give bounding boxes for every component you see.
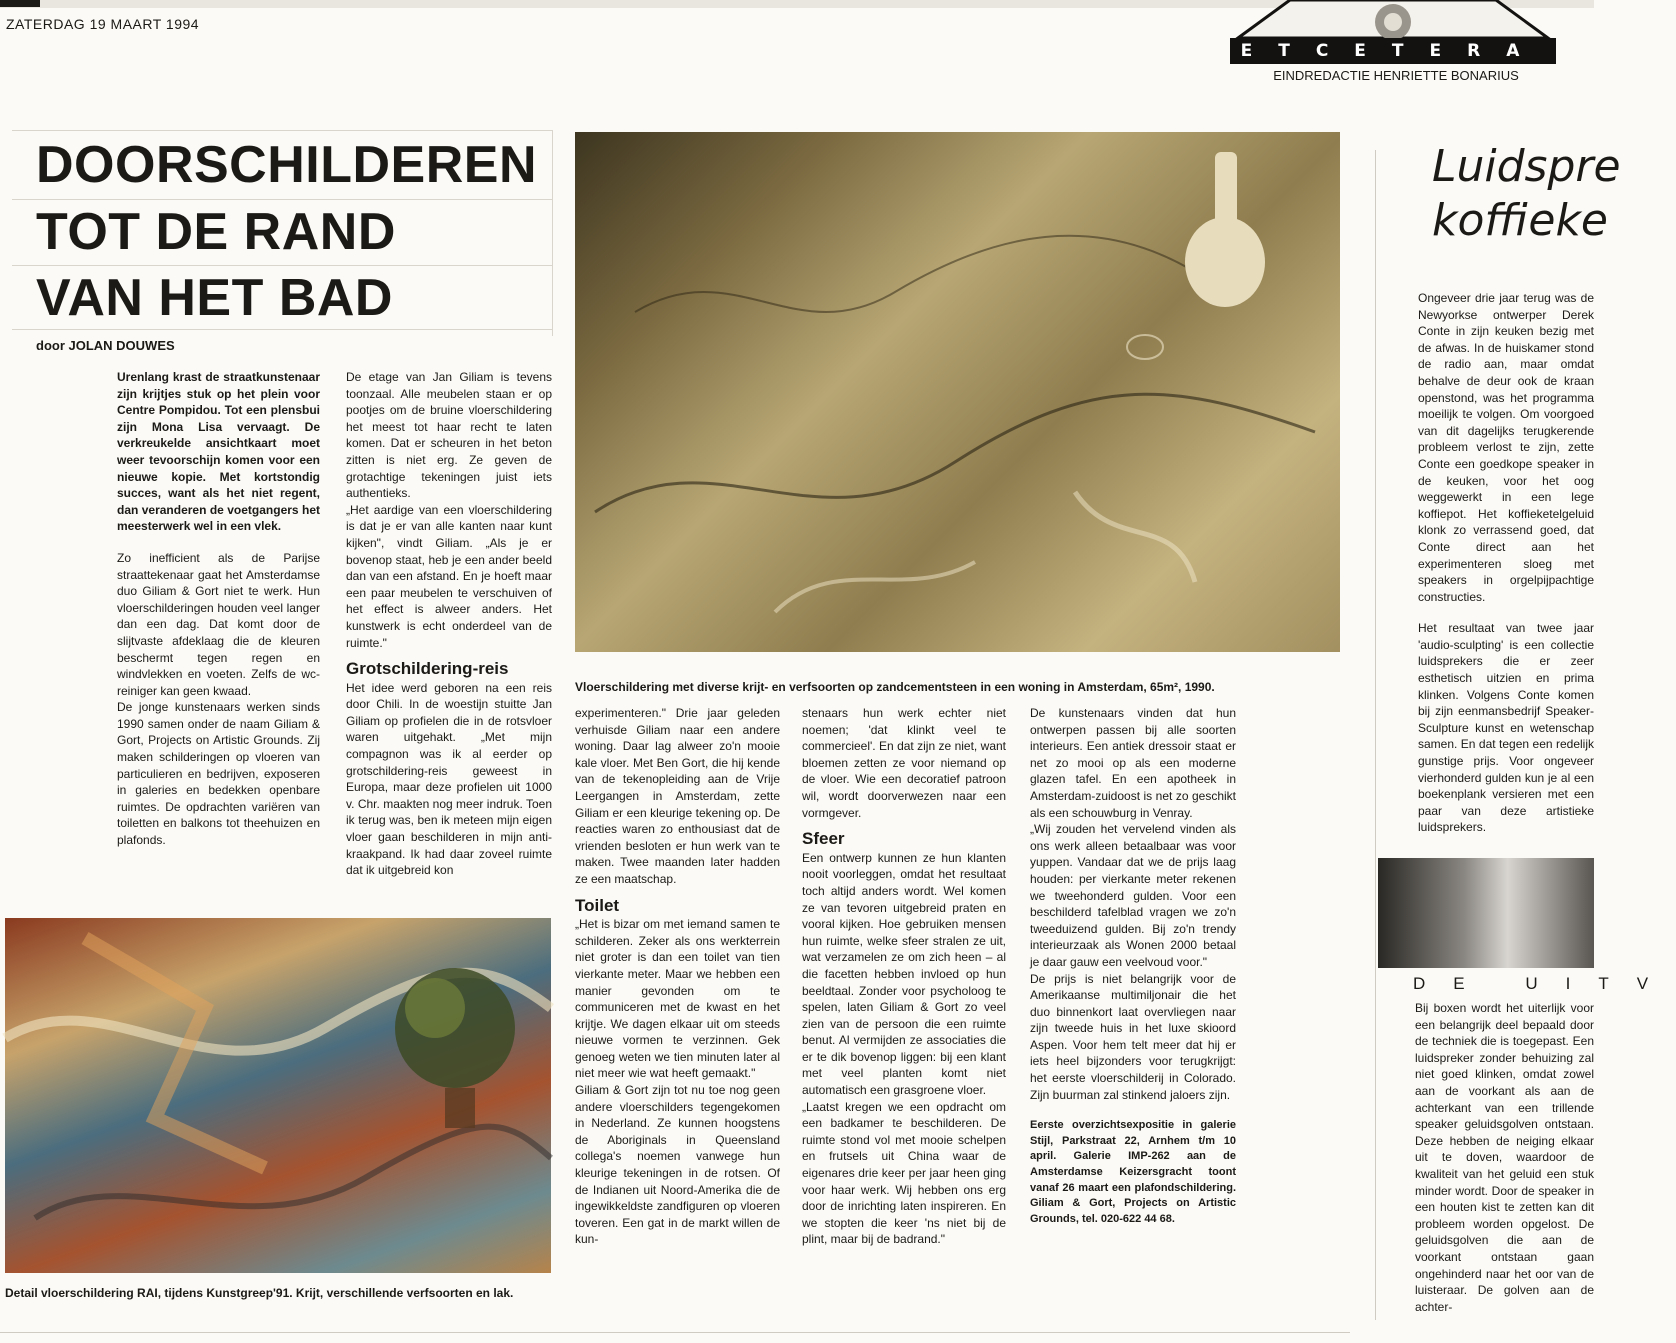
dateline: ZATERDAG 19 MAART 1994: [6, 16, 200, 32]
article-column-3: [575, 705, 780, 1248]
exhibition-info: Eerste overzichtsexpositie in galerie Stijl, Parkstraat 22, Arnhem t/m 10 april. Galerie IMP-262 aan de Amsterdamse Keizersgracht toont vanaf 26 maart een plafondschildering. Giliam & Gort, Projects on Artistic Grounds, tel. 020-622 44 68.: [1030, 1119, 1236, 1225]
body-paragraph: stenaars hun werk echter niet noemen; 'dat klinkt veel te commercieel'. En dat zijn ze niet, want bloemen zetten ze voor niemand op de vloer. Wie een decoratief patroon wil, wordt doorverwezen naar een vormgever.: [802, 706, 1006, 820]
subheading: Sfeer: [802, 829, 845, 849]
body-paragraph: Bij boxen wordt het uiterlijk voor een belangrijk deel bepaald door de techniek die is toegepast. Een luidspreker zonder behuizing zal niet goed klinken, omdat zowel aan de voorkant als aan de achterkant van een trillende speaker geluidsgolven ontstaan. Deze hebben de neiging elkaar uit te doven, waardoor de kwaliteit van het geluid een stuk minder wordt. Door de speaker in een houten kist te zetten kan dit probleem worden opgelost. De geluidsgolven die aan de voorkant ontstaan gaan ongehinderd naar het oor van de luisteraar. De golven aan de achter-: [1415, 1001, 1594, 1314]
headline-line-2: TOT DE RAND: [36, 203, 396, 261]
side-article-title: [1432, 140, 1621, 248]
floor-detail-photo: [5, 918, 551, 1273]
headline-rule: [12, 265, 552, 266]
floor-painting-photo: [575, 132, 1340, 652]
side-title-line-2: koffieke: [1432, 195, 1608, 246]
subheading: Toilet: [575, 895, 620, 915]
body-paragraph: Het resultaat van twee jaar 'audio-sculpting' is een collectie luidsprekers die er zeer esthetisch uitzien en prima klinken. Volgens Conte komen bij zijn eenmansbedrijf Speaker-Sculpture kunst en wetenschap samen. En dat tegen een redelijk gunstige prijs. Voor ongeveer vierhonderd gulden kun je al een boekenplank versieren met een paar van deze artistieke luidsprekers.: [1418, 621, 1594, 835]
column-divider: [1375, 150, 1376, 1320]
bottom-rule: [0, 1332, 1350, 1333]
speaker-photo: [1378, 858, 1594, 968]
article-column-5: [1030, 705, 1236, 1227]
subheading: Grotschildering-reis: [346, 659, 509, 679]
body-paragraph: „Laatst kregen we een opdracht om een badkamer te beschilderen. De ruimte stond vol met mooie schelpen en frutsels uit China waar de eigenares drie keer per jaar heen ging voor haar werk. Wij hebben ons erg door de inrichting laten inspireren. En we stopten die keer 'ns niet bij de plint, maar bij de badrand.": [802, 1099, 1006, 1247]
body-paragraph: Ongeveer drie jaar terug was de Newyorkse ontwerper Derek Conte in zijn keuken bezig met de afwas. In de huiskamer stond de radio aan, maar omdat behalve de deur ook de kraan openstond, was het programma moeilijk te volgen. Om voorgoed van dit dagelijks terugkerende probleem verlost te zijn, zette Conte een goedkope speaker in de keuken, voor het oog weggewerkt in een lege koffiepot. Het koffieketelgeluid klonk zo verrassend goed, dat Conte direct aan het experimenteren sloeg met speakers in orgelpijpachtige constructies.: [1418, 291, 1594, 604]
side-subheading: DE UITV: [1413, 974, 1676, 993]
article-column-2: [346, 369, 552, 879]
byline: door JOLAN DOUWES: [36, 338, 175, 353]
body-paragraph: Zo inefficient als de Parijse straattekenaar gaat het Amsterdamse duo Giliam & Gort niet te werk. Hun vloerschilderingen houden veel langer dan een dag. Dat komt door de slijtvaste afdeklaag die de kleuren beschermt tegen regen en windvlekken en voeten. Zelfs de wc-reiniger kan geen kwaad.: [117, 550, 320, 698]
side-article-column-2: [1415, 1000, 1594, 1315]
body-paragraph: „Het aardige van een vloerschildering is dat je er van alle kanten naar kunt kijken", vindt Giliam. „Als je er bovenop staat, heb je een ander beeld dan van een afstand. En je hoeft maar een paar meubelen te verschuiven of het effect is alweer anders. Het kunstwerk is echt onderdeel van de ruimte.": [346, 502, 552, 650]
side-title-line-1: Luidspre: [1432, 141, 1621, 192]
headline-rule: [12, 199, 552, 200]
floor-painting-illustration: [575, 132, 1340, 652]
section-banner: ETCETERA: [1230, 38, 1556, 64]
headline-line-3: VAN HET BAD: [36, 269, 393, 327]
headline-box: [12, 130, 553, 336]
body-paragraph: De jonge kunstenaars werken sinds 1990 samen onder de naam Giliam & Gort, Projects on Artistic Grounds. Zij maken schilderingen op vloeren van particulieren en bedrijven, exposeren in galeries en bedekken openbare ruimtes. De opdrachten variëren van toiletten en balkons tot theehuizen en plafonds.: [117, 700, 320, 848]
main-photo-caption: Vloerschildering met diverse krijt- en verfsoorten op zandcementsteen in een woning in Amsterdam, 65m², 1990.: [575, 680, 1215, 694]
body-paragraph: De etage van Jan Giliam is tevens toonzaal. Alle meubelen staan er op pootjes om de bruine vloerschildering het meest tot haar recht te laten komen. Dat er scheuren in het beton zitten is niet erg. Ze geven de grotachtige tekeningen juist iets authentieks.: [346, 370, 552, 501]
body-paragraph: „Wij zouden het vervelend vinden als ons werk alleen betaalbaar was voor yuppen. Vandaar dat we de prijs laag houden: per vierkante meter rekenen we tweehonderd gulden. Voor een beschilderd tafelblad vragen we zo'n tweeduizend gulden. Bij zo'n trendy interieurzaak als Wonen 2000 betaal je daar gauw een veelvoud voor.": [1030, 822, 1236, 969]
editor-credit: EINDREDACTIE HENRIETTE BONARIUS: [1273, 68, 1519, 83]
top-bar-mark: [0, 0, 40, 7]
body-paragraph: experimenteren." Drie jaar geleden verhuisde Giliam naar een andere woning. Daar lag alweer zo'n mooie kale vloer. Met Ben Gort, die hij kende van de tekenopleiding aan de Vrije Leergangen in Amsterdam, zette Giliam er een kleurige tekening op. De reacties waren zo enthousiast dat de vrienden besloten er hun werk van te maken. Twee maanden later hadden ze een maatschap.: [575, 706, 780, 886]
body-paragraph: De kunstenaars vinden dat hun ontwerpen passen bij alle soorten interieurs. Een antiek dressoir staat er net zo mooi op als een moderne glazen tafel. En een apotheek in Amsterdam-zuidoost is net zo geschikt als een schouwburg in Venray.: [1030, 706, 1236, 820]
small-photo-caption: Detail vloerschildering RAI, tijdens Kunstgreep'91. Krijt, verschillende verfsoorten en lak.: [5, 1286, 514, 1300]
side-article-column: [1418, 290, 1594, 836]
article-column-4: [802, 705, 1006, 1248]
body-paragraph: Een ontwerp kunnen ze hun klanten nooit voorleggen, omdat het resultaat toch altijd anders wordt. Wel komen ze van tevoren uitgebreid praten en vooral kijken. Hoe gebruiken mensen hun ruimte, welke sfeer stralen ze uit, wat verzamelen ze om zich heen – al die facetten hebben invloed op hun beeldtaal. Zonder voor psycholoog te spelen, laten Giliam & Gort zo veel zien van de persoon die een ruimte benut. Al vermijden ze associaties die er te dik bovenop liggen: bij een klant met veel planten komt niet automatisch een grasgroene vloer.: [802, 850, 1006, 1098]
lead-paragraph: Urenlang krast de straatkunstenaar zijn krijtjes stuk op het plein voor Centre Pompidou. Tot een plensbui zijn Mona Lisa vervaagt. De verkreukelde ansichtkaart moet weer tevoorschijn komen voor een nieuwe kopie. Met kortstondig succes, want als het niet regent, dan veranderen de voetgangers het meesterwerk wel in een vlek.: [117, 370, 320, 534]
article-column-1: [117, 369, 320, 849]
body-paragraph: „Het is bizar om met iemand samen te schilderen. Zeker als ons werkterrein niet groter is dan een toilet van tien vierkante meter. Maar we hebben een manier gevonden om te communiceren met de kwast en het krijtje. We dagen elkaar uit om steeds nieuwe vormen te verzinnen. Gek genoeg weten we tien minuten later al niet meer wie wat heeft gemaakt.": [575, 917, 780, 1081]
body-paragraph: Giliam & Gort zijn tot nu toe nog geen andere vloerschilders tegengekomen in Nederland. Ze kunnen hoogstens de Aboriginals in Queensland collega's noemen vanwege hun kleurige tekeningen in de rotsen. Of de Indianen uit Noord-Amerika die de ingewikkeldste zandfiguren op vloeren toveren. Een gat in de markt willen de kun-: [575, 1083, 780, 1247]
headline-line-1: DOORSCHILDEREN: [36, 136, 538, 194]
body-paragraph: Het idee werd geboren na een reis door Chili. In de woestijn stuitte Jan Giliam op profielen die in de rotsvloer waren uitgehakt. „Met mijn compagnon was ik al eerder op grotschildering-reis geweest in Europa, maar deze profielen uit 1000 v. Chr. maakten nog meer indruk. Toen ik terug was, ben ik meteen mijn eigen vloer gaan beschilderen in mijn anti-kraakpand. Ik had daar zoveel ruimte dat ik uitgebreid kon: [346, 680, 552, 878]
floor-detail-illustration: [5, 918, 551, 1273]
body-paragraph: De prijs is niet belangrijk voor de Amerikaanse multimiljonair die het duo binnenkort laat overvliegen naar zijn tweede huis in het luxe skioord Aspen. Voor hem telt meer dat hij er iets heel bijzonders voor terugkrijgt: het eerste vloerschilderij in Colorado. Zijn buurman zal stinkend jaloers zijn.: [1030, 971, 1236, 1102]
headline-rule: [12, 329, 552, 330]
